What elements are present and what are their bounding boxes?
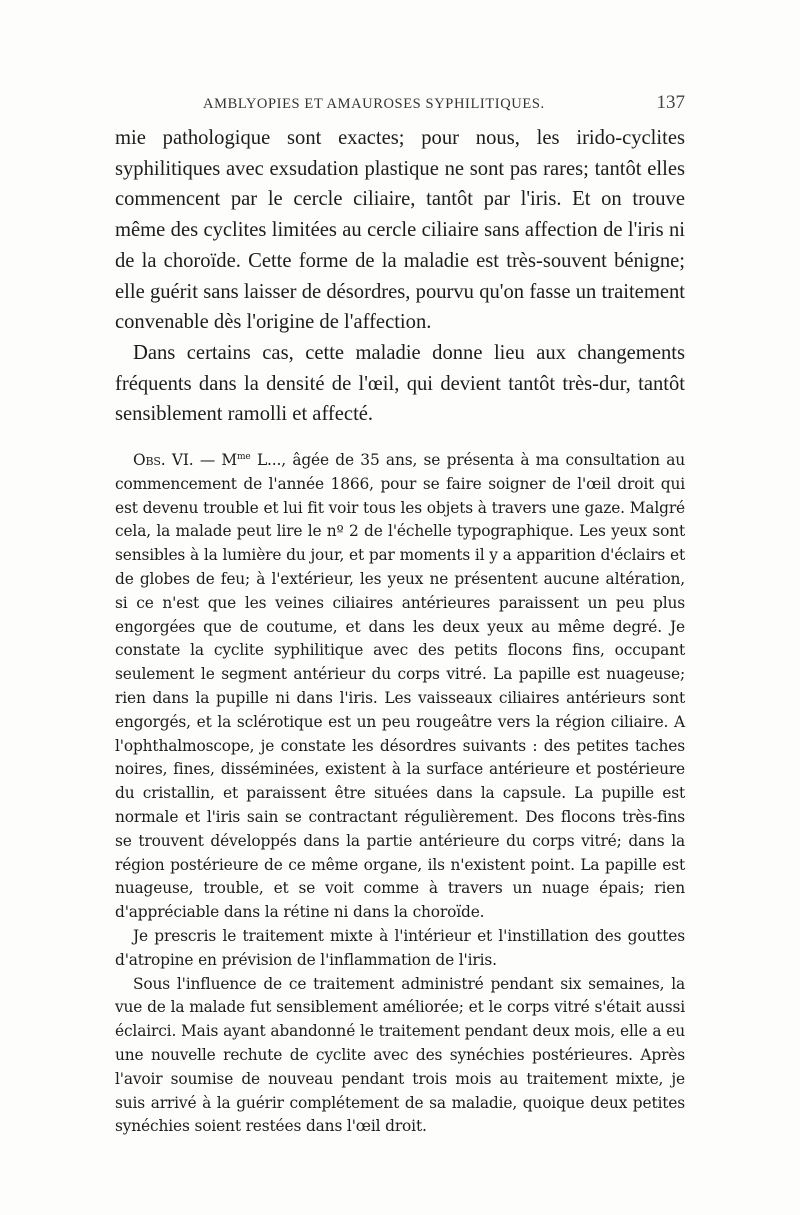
patient-prefix: — M <box>193 451 238 469</box>
observation-block <box>115 449 685 1139</box>
running-title: AMBLYOPIES ET AMAUROSES SYPHILITIQUES. <box>203 96 545 112</box>
observation-intro <box>115 449 685 925</box>
main-text <box>115 123 685 430</box>
paragraph: Je prescris le traitement mixte à l'intérieur et l'instillation des gouttes d'atropine en prévision de l'inflammation de l'iris. <box>115 926 685 969</box>
paragraph: Dans certains cas, cette maladie donne lieu aux changements fréquents dans la densité de l'œil, qui devient tantôt très-dur, tantôt sensiblement ramolli et affecté. <box>115 341 685 426</box>
observation-text: L..., âgée de 35 ans, se présenta à ma consultation au commencement de l'année 1866, pour se faire soigner de l'œil droit qui est devenu trouble et lui fit voir tous les objets à travers une gaze. Malgré cela, la malade peut lire le nº 2 de l'échelle typographique. Les yeux sont sensibles à la lumière du jour, et par moments il y a apparition d'éclairs et de globes de feu; à l'extérieur, les yeux ne présentent aucune altération, si ce n'est que les veines ciliaires antérieures paraissent un peu plus engorgées que de coutume, et dans les deux yeux au même degré. Je constate la cyclite syphilitique avec des petits flocons fins, occupant seulement le segment antérieur du corps vitré. La papille est nuageuse; rien dans la pupille ni dans l'iris. Les vaisseaux ciliaires antérieurs sont engorgés, et la sclérotique est un peu rougeâtre vers la région ciliaire. A l'ophthalmoscope, je constate les désordres suivants : des petites taches noires, fines, disséminées, existent à la surface antérieure et postérieure du cristallin, et paraissent être situées dans la capsule. La pupille est normale et l'iris sain se contractant régulièrement. Des flocons très-fins se trouvent développés dans la partie antérieure du corps vitré; dans la région postérieure de ce même organe, ils n'existent point. La papille est nuageuse, trouble, et se voit comme à travers un nuage épais; rien d'appréciable dans la rétine ni dans la choroïde. <box>115 451 685 922</box>
paragraph: mie pathologique sont exactes; pour nous, les irido-cyclites syphilitiques avec exsudation plastique ne sont pas rares; tantôt elles commencent par le cercle ciliaire, tantôt par l'iris. Et on trouve même des cyclites limitées au cercle ciliaire sans affection de l'iris ni de la choroïde. Cette forme de la maladie est très-souvent bénigne; elle guérit sans laisser de désordres, pourvu qu'on fasse un traitement convenable dès l'origine de l'affection. <box>115 127 685 334</box>
patient-title-superscript: me <box>237 451 251 462</box>
page-header <box>115 92 685 116</box>
page-number: 137 <box>656 92 685 113</box>
paragraph: Sous l'influence de ce traitement administré pendant six semaines, la vue de la malade fut sensiblement améliorée; et le corps vitré s'était aussi éclairci. Mais ayant abandonné le traitement pendant deux mois, elle a eu une nouvelle rechute de cyclite avec des synéchies postérieures. Après l'avoir soumise de nouveau pendant trois mois au traitement mixte, je suis arrivé à la guérir complétement de sa maladie, quoique deux petites synéchies soient restées dans l'œil droit. <box>115 974 685 1136</box>
observation-label: Obs. VI. <box>133 451 194 469</box>
